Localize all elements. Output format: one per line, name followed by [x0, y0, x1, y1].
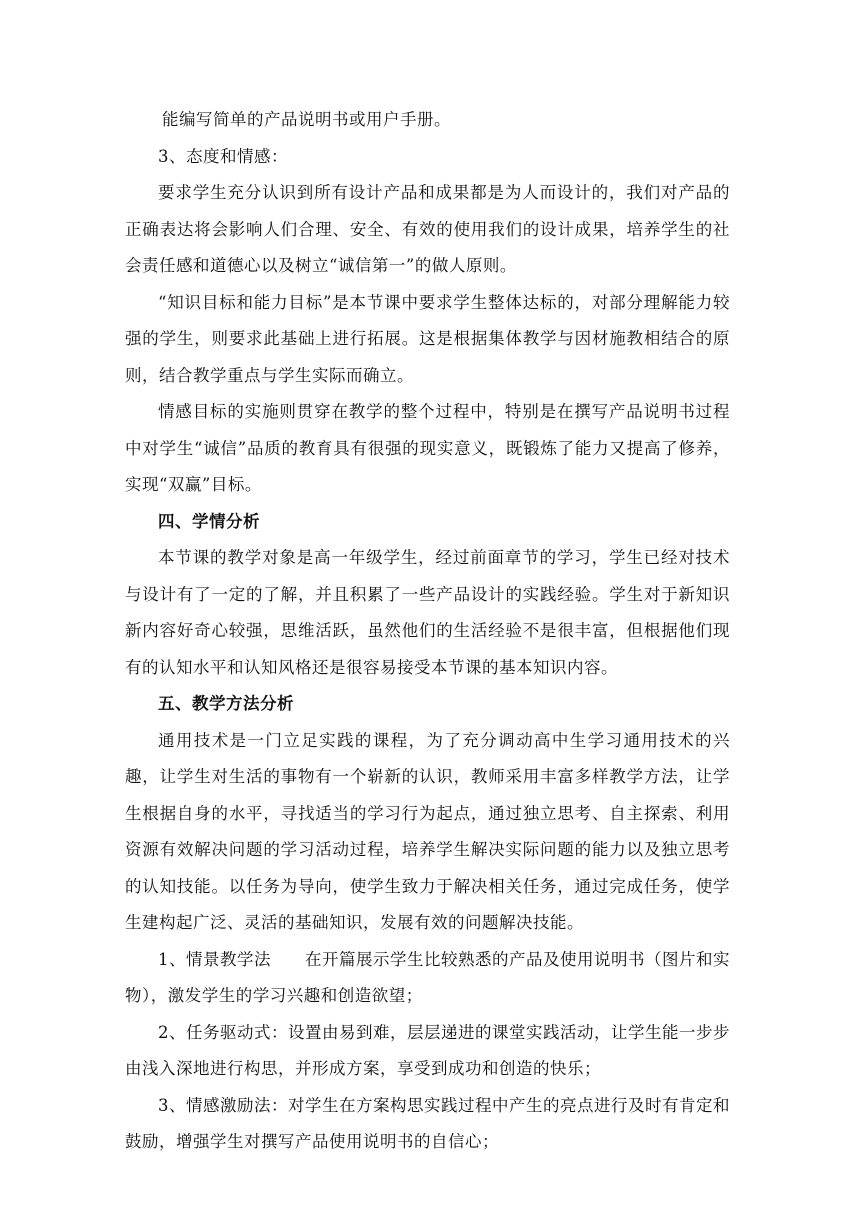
subsection-attitude-emotion: 3、态度和情感： — [158, 146, 288, 166]
paragraph-attitude-requirement: 要求学生充分认识到所有设计产品和成果都是为人而设计的，我们对产品的正确表达将会影响人们合理、安全、有效的使用我们的设计成果，培养学生的社会责任感和道德心以及树立“诚信第一”的做人原则。 — [125, 183, 730, 275]
list-item-emotional-motivation: 3、情感激励法：对学生在方案构思实践过程中产生的亮点进行及时有肯定和鼓励，增强学生对撰写产品使用说明书的自信心； — [125, 1095, 730, 1151]
paragraph-student-analysis: 本节课的教学对象是高一年级学生，经过前面章节的学习，学生已经对技术与设计有了一定的了解，并且积累了一些产品设计的实践经验。学生对于新知识新内容好奇心较强，思维活跃，虽然他们的生活经验不是很丰富，但根据他们现有的认知水平和认知风格还是很容易接受本节课的基本知识内容。 — [125, 548, 730, 677]
paragraph-emotion-goals: 情感目标的实施则贯穿在教学的整个过程中，特别是在撰写产品说明书过程中对学生“诚信”品质的教育具有很强的现实意义，既锻炼了能力又提高了修养，实现“双赢”目标。 — [125, 402, 730, 494]
paragraph-teaching-methods: 通用技术是一门立足实践的课程，为了充分调动高中生学习通用技术的兴趣，让学生对生活的事物有一个崭新的认识，教师采用丰富多样教学方法，让学生根据自身的水平，寻找适当的学习行为起点，通过独立思考、自主探索、利用资源有效解决问题的学习活动过程，培养学生解决实际问题的能力以及独立思考的认知技能。以任务为导向，使学生致力于解决相关任务，通过完成任务，使学生建构起广泛、灵活的基础知识，发展有效的问题解决技能。 — [125, 730, 730, 932]
list-item-task-driven: 2、任务驱动式：设置由易到难，层层递进的课堂实践活动，让学生能一步步由浅入深地进行构思，并形成方案，享受到成功和创造的快乐； — [125, 1022, 730, 1078]
list-item-situational-teaching: 1、情景教学法 在开篇展示学生比较熟悉的产品及使用说明书（图片和实物），激发学生的学习兴趣和创造欲望； — [125, 949, 730, 1005]
paragraph-knowledge-goals: “知识目标和能力目标”是本节课中要求学生整体达标的，对部分理解能力较强的学生，则要求此基础上进行拓展。这是根据集体教学与因材施教相结合的原则，结合教学重点与学生实际而确立。 — [125, 292, 730, 385]
paragraph-continuation: 能编写简单的产品说明书或用户手册。 — [162, 110, 451, 129]
document-body — [125, 102, 730, 1161]
heading-teaching-methods: 五、教学方法分析 — [158, 694, 294, 713]
heading-student-analysis: 四、学情分析 — [158, 511, 260, 531]
